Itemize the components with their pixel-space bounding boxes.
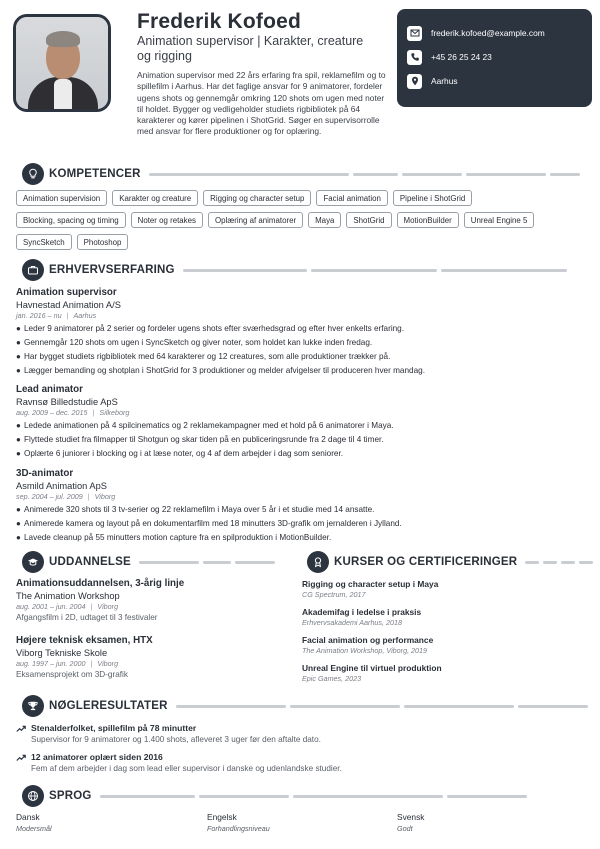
job-bullet: ● Ledede animationen på 4 spilcinematics og 2 reklamekampagner med et hold på 6 animatorer i Maya. [16, 421, 394, 430]
job-title: Animation supervisor [16, 287, 117, 298]
trend-up-icon [16, 724, 26, 734]
job-bullet: ● Animerede 320 shots til 3 tv-serier og 22 reklamefilm i Maya over 5 år i et studie med 14 ansatte. [16, 505, 375, 514]
section-header-languages [22, 785, 588, 807]
achievement-title: Stenalderfolket, spillefilm på 78 minutter [31, 723, 197, 733]
job-entry [16, 384, 586, 461]
job-entry [16, 287, 586, 378]
job-title: Lead animator [16, 384, 83, 395]
job-bullet: ● Har bygget studiets rigbibliotek med 64 karakterer og 12 creatures, som alle produktioner trækker på. [16, 352, 391, 361]
job-bullet: ● Gennemgår 120 shots om ugen i SyncSketch og giver noter, som holdet kan lukke inden fredag. [16, 338, 373, 347]
language-name: Dansk [16, 812, 40, 822]
section-title-courses: KURSER OG CERTIFICERINGER [334, 556, 518, 568]
section-title-experience: ERHVERVSERFARING [49, 264, 175, 276]
course-title: Unreal Engine til virtuel produktion [302, 663, 442, 673]
language-name: Engelsk [207, 812, 237, 822]
course-entry [302, 579, 582, 600]
skill-chip: Karakter og creature [112, 190, 198, 206]
job-company: Ravnsø Billedstudie ApS [16, 397, 118, 407]
section-header-education [22, 551, 290, 573]
language-level: Godt [397, 824, 413, 833]
job-meta: sep. 2004 – jul. 2009 | Viborg [16, 492, 116, 501]
job-title: 3D-animator [16, 468, 74, 479]
course-entry [302, 635, 582, 656]
skill-chip: MotionBuilder [397, 212, 459, 228]
achievement-entry [16, 723, 576, 746]
course-org: CG Spectrum, 2017 [302, 590, 366, 599]
skill-chip: Rigging og character setup [203, 190, 311, 206]
section-header-skills [22, 163, 588, 185]
language-level: Modersmål [16, 824, 52, 833]
course-title: Rigging og character setup i Maya [302, 579, 439, 589]
education-school: Viborg Tekniske Skole [16, 648, 108, 658]
skill-chip: Maya [308, 212, 341, 228]
education-title: Højere teknisk eksamen, HTX [16, 635, 153, 646]
job-bullet: ● Lægger bemanding og shotplan i ShotGrid for 3 produktioner og melder afvigelser til produceren hver mandag. [16, 366, 425, 375]
section-title-languages: SPROG [49, 790, 92, 802]
lightbulb-icon [22, 163, 44, 185]
course-entry [302, 607, 582, 628]
achievement-title: 12 animatorer oplært siden 2016 [31, 752, 163, 762]
job-bullet: ● Oplærte 6 juniorer i blocking og i at læse noter, og 4 af dem arbejder i dag som seniorer. [16, 449, 344, 458]
job-meta: aug. 2009 – dec. 2015 | Silkeborg [16, 408, 130, 417]
education-desc: Eksamensprojekt om 3D-grafik [16, 670, 128, 679]
candidate-role: Animation supervisor | Karakter, creature og rigging [137, 34, 364, 63]
contact-email-row[interactable] [407, 21, 582, 45]
contact-location-row [407, 69, 582, 93]
education-meta: aug. 1997 – jun. 2000 | Viborg [16, 659, 119, 668]
course-org: Erhvervsakademi Aarhus, 2018 [302, 618, 403, 627]
phone-icon [407, 50, 422, 65]
skill-chip: Oplæring af animatorer [208, 212, 303, 228]
achievement-entry [16, 752, 576, 775]
award-icon [307, 551, 329, 573]
language-entry [16, 812, 196, 834]
contact-location: Aarhus [431, 76, 458, 86]
job-bullet: ● Leder 9 animatorer på 2 serier og fordeler ugens shots efter sværhedsgrad og efter hver enkelts erfaring. [16, 324, 405, 333]
skill-chip: SyncSketch [16, 234, 72, 250]
trend-up-icon [16, 753, 26, 763]
profile-summary: Animation supervisor med 22 års erfaring fra spil, reklamefilm og to spillefilm i Aarhus. Har det faglige ansvar for 9 animatorer, fordeler ugens shots og gennemgår omkring 120 shots om ugen med noter til holdet. Bygger og vedligeholder studiets rigbibliotek på 64 karakterer og kører pipelinen i ShotGrid. Søger en supervisorrolle med ansvar for flere produktioner og for oplæring. [137, 70, 386, 137]
course-title: Facial animation og performance [302, 635, 434, 645]
job-company: Havnestad Animation A/S [16, 300, 121, 310]
job-entry [16, 468, 586, 545]
globe-icon [22, 785, 44, 807]
job-bullet: ● Lavede cleanup på 55 minutters motion capture fra en spilproduktion i MotionBuilder. [16, 533, 332, 542]
skill-chip: Animation supervision [16, 190, 107, 206]
section-header-courses [307, 551, 588, 573]
education-entry [16, 578, 286, 623]
language-entry [207, 812, 387, 834]
contact-email: frederik.kofoed@example.com [431, 28, 545, 38]
location-icon [407, 74, 422, 89]
section-header-achievements [22, 695, 588, 717]
contact-box [397, 9, 592, 107]
trophy-icon [22, 695, 44, 717]
education-entry [16, 635, 286, 680]
section-title-education: UDDANNELSE [49, 556, 131, 568]
candidate-name: Frederik Kofoed [137, 10, 302, 33]
course-org: Epic Games, 2023 [302, 674, 362, 683]
graduation-cap-icon [22, 551, 44, 573]
job-company: Asmild Animation ApS [16, 481, 107, 491]
course-title: Akademifag i ledelse i praksis [302, 607, 422, 617]
job-meta: jan. 2016 – nu | Aarhus [16, 311, 97, 320]
skill-chip: ShotGrid [346, 212, 391, 228]
course-org: The Animation Workshop, Viborg, 2019 [302, 646, 428, 655]
course-entry [302, 663, 582, 684]
skills-list [16, 190, 586, 250]
education-desc: Afgangsfilm i 2D, udtaget til 3 festivaler [16, 613, 158, 622]
job-bullet: ● Animerede kamera og layout på en dokumentarfilm med 18 minutters 3D-grafik om jernalderen i Jylland. [16, 519, 402, 528]
profile-photo [13, 14, 111, 112]
education-meta: aug. 2001 – jun. 2004 | Viborg [16, 602, 119, 611]
education-school: The Animation Workshop [16, 591, 120, 601]
skill-chip: Unreal Engine 5 [464, 212, 535, 228]
skill-chip: Noter og retakes [131, 212, 203, 228]
language-name: Svensk [397, 812, 425, 822]
section-title-skills: KOMPETENCER [49, 168, 141, 180]
job-bullet: ● Flyttede studiet fra filmapper til Shotgun og skar tiden på en publiceringsrunde fra 2 dage til 4 timer. [16, 435, 384, 444]
achievement-desc: Supervisor for 9 animatorer og 1.400 shots, afleveret 3 uger før den aftalte dato. [31, 735, 321, 744]
achievement-desc: Fem af dem arbejder i dag som lead eller supervisor i danske og udenlandske studier. [31, 764, 342, 773]
language-entry [397, 812, 577, 834]
education-title: Animationsuddannelsen, 3-årig linje [16, 578, 185, 589]
contact-phone-row[interactable] [407, 45, 582, 69]
section-title-achievements: NØGLERESULTATER [49, 700, 168, 712]
skill-chip: Pipeline i ShotGrid [393, 190, 472, 206]
skill-chip: Facial animation [316, 190, 387, 206]
skill-chip: Photoshop [77, 234, 129, 250]
skill-chip: Blocking, spacing og timing [16, 212, 126, 228]
language-level: Forhandlingsniveau [207, 824, 270, 833]
briefcase-icon [22, 259, 44, 281]
email-icon [407, 26, 422, 41]
contact-phone: +45 26 25 24 23 [431, 52, 492, 62]
section-header-experience [22, 259, 588, 281]
